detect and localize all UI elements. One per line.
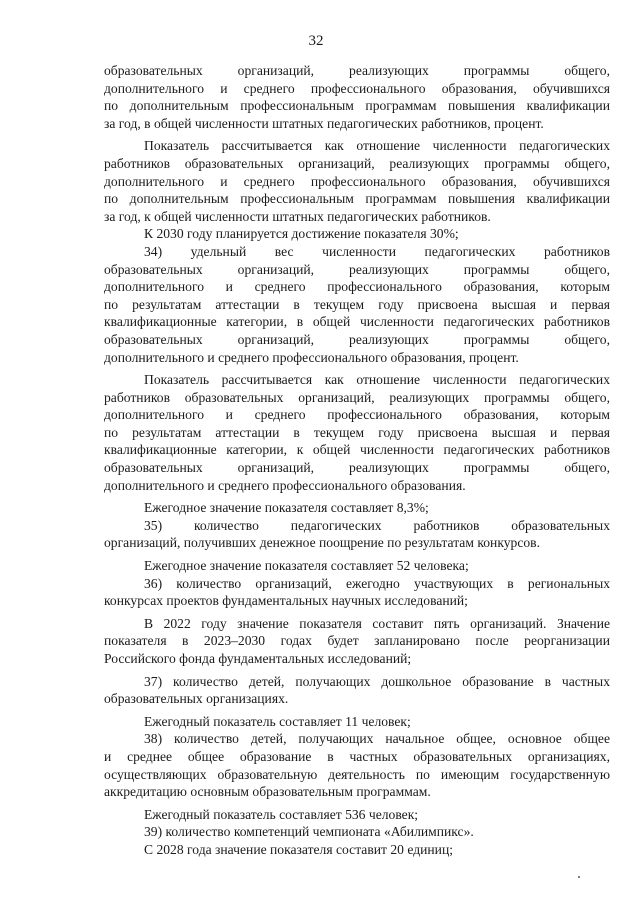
text-line: С 2028 года значение показателя составит 20 единиц; (144, 841, 454, 857)
paragraph (104, 841, 610, 859)
text-line: за год, к общей численности штатных педагогических работников. (104, 208, 491, 224)
list-item-36 (104, 575, 610, 610)
document-body (104, 62, 610, 859)
text-line: квалификационные категории, к общей численности педагогических работников (104, 442, 610, 458)
text-line: дополнительного и среднего профессионального образования, обучившихся (104, 80, 610, 96)
text-line: Ежегодное значение показателя составляет 8,3%; (144, 500, 429, 516)
text-line: аккредитацию основным образовательным программам. (104, 784, 431, 800)
list-item-37 (104, 673, 610, 708)
paragraph (104, 62, 610, 132)
text-line: 36) количество организаций, ежегодно участвующих в региональных (144, 575, 610, 591)
text-line: за год, в общей численности штатных педагогических работников, процент. (104, 115, 544, 131)
text-line: Российского фонда фундаментальных исследований; (104, 651, 412, 666)
text-line: по результатам аттестации в текущем году присвоена высшая и первая (104, 296, 610, 312)
text-line: дополнительного и среднего профессионального образования, которым (104, 279, 610, 295)
scan-mark (578, 876, 580, 878)
paragraph (104, 615, 610, 668)
paragraph (104, 371, 610, 494)
page-number: 32 (308, 33, 324, 49)
text-line: 34) удельный вес численности педагогических работников (144, 243, 610, 259)
text-line: 35) количество педагогических работников образовательных (144, 517, 610, 533)
text-line: дополнительного и среднего профессионального образования, которым (104, 407, 610, 423)
text-line: К 2030 году планируется достижение показателя 30%; (144, 226, 459, 242)
paragraph (104, 557, 610, 575)
text-line: дополнительного и среднего профессионального образования. (104, 477, 466, 493)
list-item-35 (104, 517, 610, 552)
text-line: квалификационные категории, в общей численности педагогических работников (104, 314, 610, 330)
text-line: осуществляющих образовательную деятельность по имеющим государственную (104, 766, 610, 782)
text-line: образовательных организаций, реализующих программы общего, (104, 460, 610, 476)
text-line: конкурсах проектов фундаментальных научных исследований; (104, 593, 468, 609)
text-line: по дополнительным профессиональным программам повышения квалификации (104, 191, 610, 207)
text-line: по результатам аттестации в текущем году присвоена высшая и первая (104, 424, 610, 440)
text-line: дополнительного и среднего профессионального образования, обучившихся (104, 173, 610, 189)
text-line: Ежегодное значение показателя составляет 52 человека; (144, 558, 469, 574)
text-line: образовательных организаций, реализующих программы общего, (104, 331, 610, 347)
paragraph (104, 137, 610, 225)
list-item-39 (104, 823, 610, 841)
text-line: работников образовательных организаций, реализующих программы общего, (104, 155, 610, 171)
text-line: работников образовательных организаций, реализующих программы общего, (104, 389, 610, 405)
list-item-34 (104, 243, 610, 366)
paragraph (104, 499, 610, 517)
text-line: Ежегодный показатель составляет 11 человек; (144, 713, 411, 729)
text-line: 37) количество детей, получающих дошкольное образование в частных (144, 673, 610, 689)
text-line: Ежегодный показатель составляет 536 человек; (144, 806, 419, 822)
text-line: образовательных организаций, реализующих программы общего, (104, 63, 610, 78)
text-line: Показатель рассчитывается как отношение численности педагогических (144, 372, 610, 388)
text-line: показателя в 2023–2030 годах будет запланировано после реорганизации (104, 633, 610, 649)
text-line: 39) количество компетенций чемпионата «Абилимпикс». (144, 824, 474, 840)
text-line: по дополнительным профессиональным программам повышения квалификации (104, 98, 610, 114)
text-line: образовательных организаций, реализующих программы общего, (104, 261, 610, 277)
text-line: организаций, получивших денежное поощрение по результатам конкурсов. (104, 535, 540, 551)
paragraph (104, 225, 610, 243)
list-item-38 (104, 730, 610, 800)
text-line: Показатель рассчитывается как отношение численности педагогических (144, 138, 610, 154)
text-line: дополнительного и среднего профессионального образования, процент. (104, 349, 519, 365)
text-line: В 2022 году значение показателя составит пять организаций. Значение (144, 615, 610, 631)
text-line: образовательных организациях. (104, 691, 289, 707)
text-line: 38) количество детей, получающих начальное общее, основное общее (144, 731, 610, 747)
text-line: и среднее общее образование в частных образовательных организациях, (104, 748, 610, 764)
paragraph (104, 806, 610, 824)
paragraph (104, 713, 610, 731)
